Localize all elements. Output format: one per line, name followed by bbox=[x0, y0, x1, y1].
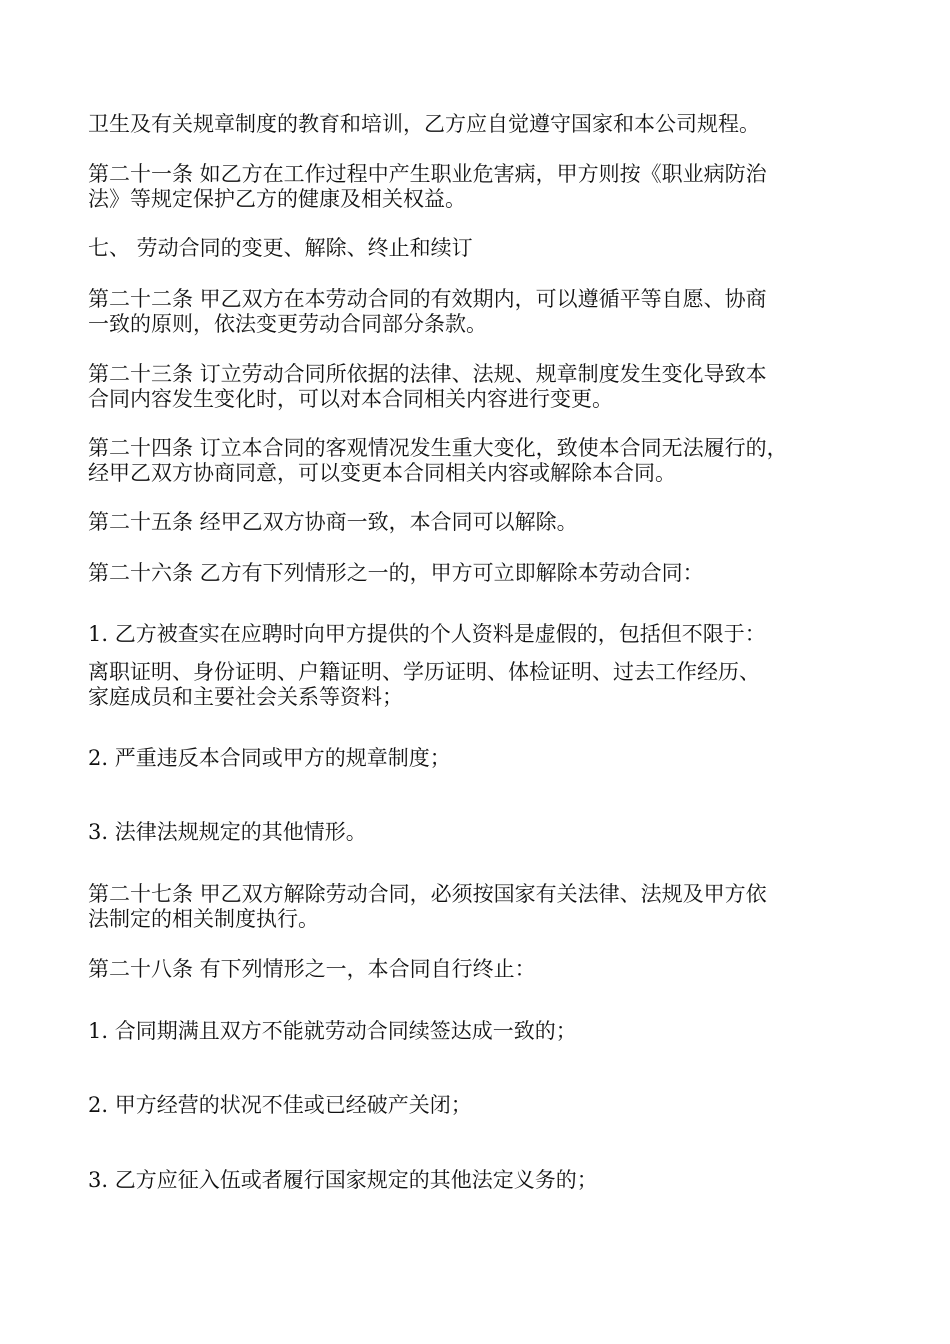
list-item bbox=[88, 820, 878, 845]
text-line: 七、 劳动合同的变更、解除、终止和续订 bbox=[88, 236, 473, 260]
text-line: 家庭成员和主要社会关系等资料； bbox=[88, 685, 403, 709]
article-25 bbox=[88, 510, 878, 535]
text-line: 卫生及有关规章制度的教育和培训，乙方应自觉遵守国家和本公司规程。 bbox=[88, 112, 760, 136]
list-item bbox=[88, 1019, 878, 1044]
list-item-continuation bbox=[88, 660, 878, 710]
text-line: 3. 乙方应征入伍或者履行国家规定的其他法定义务的； bbox=[88, 1168, 598, 1192]
article-23 bbox=[88, 362, 878, 412]
article-28 bbox=[88, 957, 878, 982]
article-22 bbox=[88, 287, 878, 337]
article-21 bbox=[88, 162, 878, 212]
list-item bbox=[88, 622, 878, 647]
text-line: 1. 合同期满且双方不能就劳动合同续签达成一致的； bbox=[88, 1019, 577, 1043]
list-item bbox=[88, 746, 878, 771]
text-line: 2. 严重违反本合同或甲方的规章制度； bbox=[88, 746, 451, 770]
text-line: 离职证明、身份证明、户籍证明、学历证明、体检证明、过去工作经历、 bbox=[88, 660, 760, 684]
paragraph bbox=[88, 112, 878, 137]
text-line: 第二十七条 甲乙双方解除劳动合同，必须按国家有关法律、法规及甲方依 bbox=[88, 882, 767, 906]
text-line: 法制定的相关制度执行。 bbox=[88, 907, 319, 931]
text-line: 第二十六条 乙方有下列情形之一的，甲方可立即解除本劳动合同： bbox=[88, 561, 704, 585]
text-line: 第二十五条 经甲乙双方协商一致，本合同可以解除。 bbox=[88, 510, 578, 534]
text-line: 第二十二条 甲乙双方在本劳动合同的有效期内，可以遵循平等自愿、协商 bbox=[88, 287, 767, 311]
text-line: 3. 法律法规规定的其他情形。 bbox=[88, 820, 367, 844]
list-item bbox=[88, 1168, 878, 1193]
text-line: 1. 乙方被查实在应聘时向甲方提供的个人资料是虚假的，包括但不限于： bbox=[88, 622, 766, 646]
text-line: 第二十三条 订立劳动合同所依据的法律、法规、规章制度发生变化导致本 bbox=[88, 362, 767, 386]
text-line: 第二十四条 订立本合同的客观情况发生重大变化，致使本合同无法履行的， bbox=[88, 436, 788, 460]
text-line: 2. 甲方经营的状况不佳或已经破产关闭； bbox=[88, 1093, 472, 1117]
text-line: 经甲乙双方协商同意，可以变更本合同相关内容或解除本合同。 bbox=[88, 461, 676, 485]
article-27 bbox=[88, 882, 878, 932]
article-24 bbox=[88, 436, 878, 486]
section-heading bbox=[88, 236, 878, 261]
text-line: 法》等规定保护乙方的健康及相关权益。 bbox=[88, 187, 466, 211]
text-line: 合同内容发生变化时，可以对本合同相关内容进行变更。 bbox=[88, 387, 613, 411]
text-line: 第二十八条 有下列情形之一，本合同自行终止： bbox=[88, 957, 536, 981]
article-26 bbox=[88, 561, 878, 586]
list-item bbox=[88, 1093, 878, 1118]
text-line: 一致的原则，依法变更劳动合同部分条款。 bbox=[88, 312, 487, 336]
text-line: 第二十一条 如乙方在工作过程中产生职业危害病，甲方则按《职业病防治 bbox=[88, 162, 767, 186]
